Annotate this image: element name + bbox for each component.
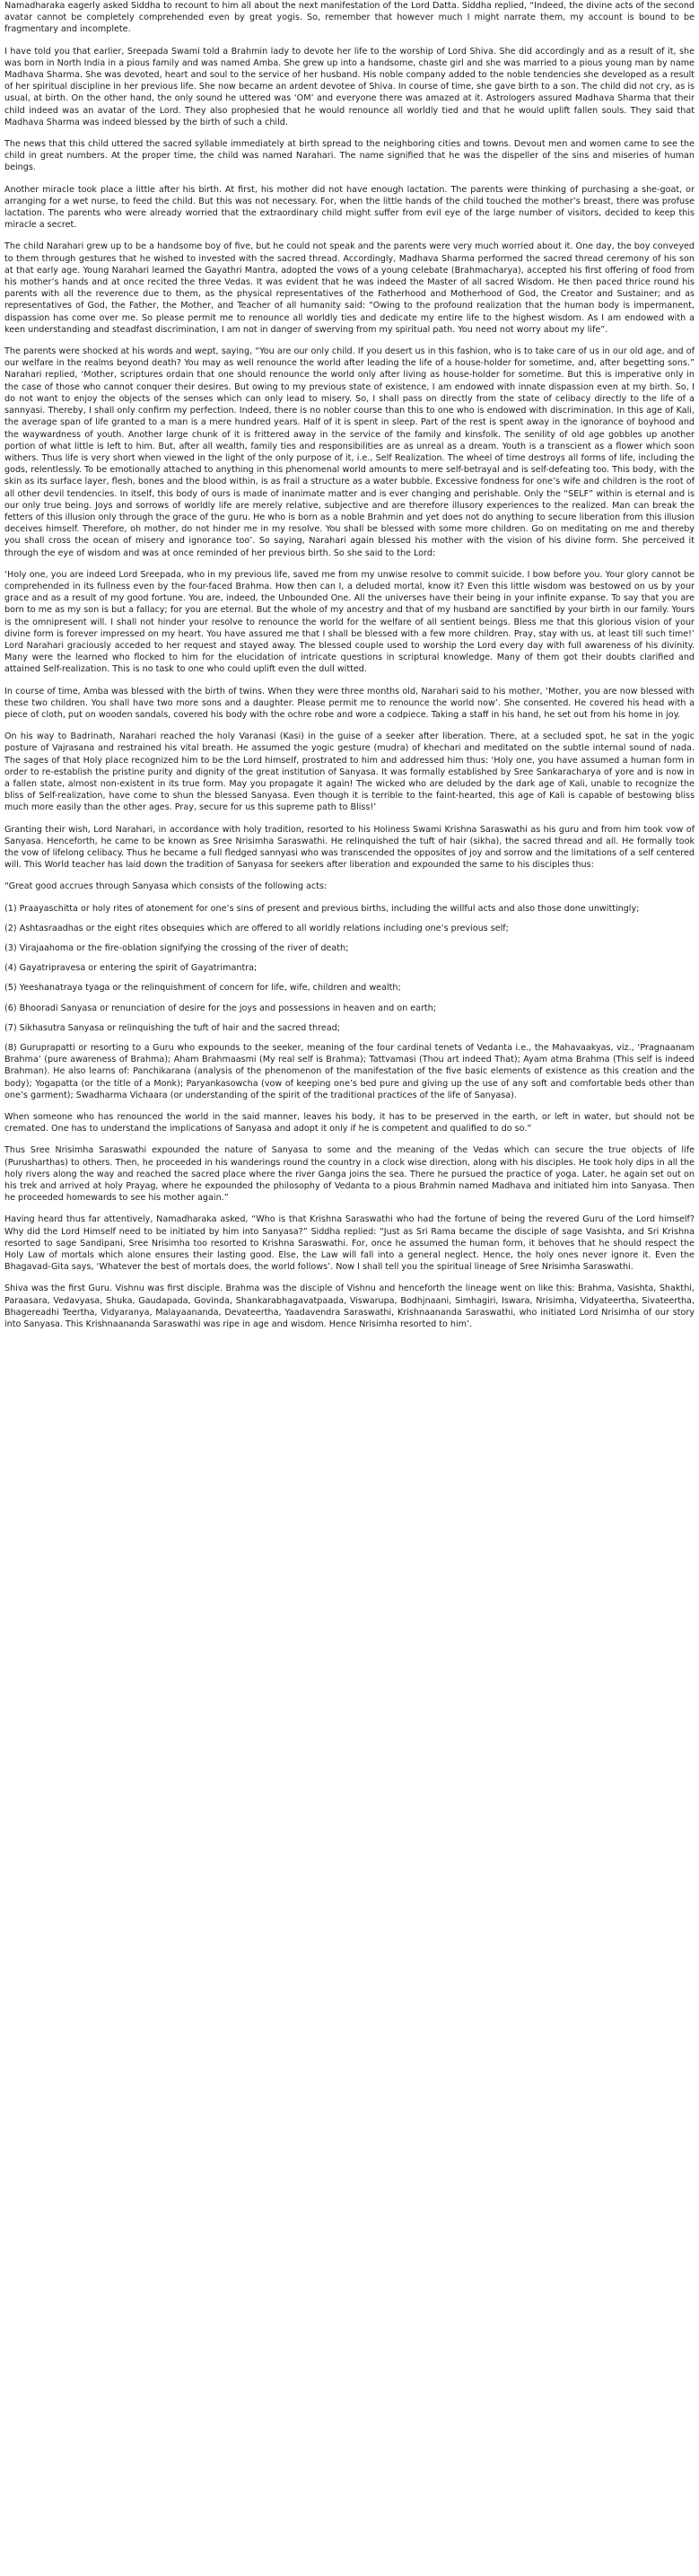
paragraph: Shiva was the first Guru. Vishnu was first disciple. Brahma was the disciple of Vishnu and henceforth the lineage went on like this: Brahma, Vasishta, Shakthi, Paraasara, Vedavyasa, Shuka, Gaudapada, Govinda, Shankarabhagavatpaada, Viswarupa, Bodhjnaani, Simhagiri, Iswara, Nrisimha, Vidyateertha, Sivateertha, Bhagereadhi Teertha, Vidyaranya, Malayaananda, Devateertha, Yaadavendra Saraswathi, Krishnaananda Saraswathi, who initiated Lord Nrisimha of our story into Sanyasa. This Krishnaananda Saraswathi was ripe in age and wisdom. Hence Nrisimha resorted to him’. bbox=[4, 1284, 695, 1330]
paragraph: When someone who has renounced the world in the said manner, leaves his body, it has to be preserved in the earth, or left in water, but should not be cremated. One has to understand the implications of Sanyasa and adopt it only if he is competent and qualified to do so.” bbox=[4, 1112, 695, 1135]
paragraph: The child Narahari grew up to be a handsome boy of five, but he could not speak and the parents were very much worried about it. One day, the boy conveyed to them through gestures that he wished to invested with the sacred thread. Accordingly, Madhava Sharma performed the sacred thread ceremony of his son at that early age. Young Narahari learned the Gayathri Mantra, adopted the vows of a young celebate (Brahmacharya), accepted his first offering of food from his mother’s hands and at once recited the three Vedas. It was evident that he was indeed the Master of all sacred Wisdom. He then paced thrice round his parents with all the reverence due to them, as the physical representatives of the Fatherhood and Motherhood of God, the Creator and Sustainer; and as representatives of God, the Father, the Mother, and Teacher of all humanity said: “Owing to the profound realization that the human body is impermanent, dispassion has come over me. So please permit me to renounce all worldly ties and dedicate my entire life to the highest wisdom. As I am endowed with a keen understanding and steadfast discrimination, I am not in danger of swerving from my spiritual path. You need not worry about my life”. bbox=[4, 241, 695, 335]
paragraph: The news that this child uttered the sacred syllable immediately at birth spread to the neighboring cities and towns. Devout men and women came to see the child in great numbers. At the proper time, the child was named Narahari. The name signified that he was the dispeller of the sins and miseries of human beings. bbox=[4, 139, 695, 173]
list-item: (3) Virajaahoma or the fire-oblation signifying the crossing of the river of death; bbox=[4, 943, 349, 954]
paragraph: ‘Holy one, you are indeed Lord Sreepada, who in my previous life, saved me from my unwise resolve to commit suicide. I bow before you. Your glory cannot be comprehended in its fullness even by the four-faced Brahma. How then can I, a deluded mortal, know it? Even this little wisdom was bestowed on us by your grace and as a result of my good fortune. You are, indeed, the Unbounded One. All the universes have their being in your infinite expanse. To say that you are born to me as my son is but a fallacy; for you are eternal. But the whole of my ancestry and that of my husband are sanctified by your birth in our family. Yours is the omnipresent will. I shall not hinder your resolve to renounce the world for the welfare of all sentient beings. Bless me that this glorious vision of your divine form is forever impressed on my heart. You have assured me that I shall be blessed with a few more children. Pray, stay with us, at least till such time!’ Lord Narahari graciously acceded to her request and stayed away. The blessed couple used to worship the Lord every day with full awareness of his divinity. Many were the learned who flocked to him for the elucidation of intricate questions in scriptural knowledge. Many of them got their doubts clarified and attained Self-realization. This is no task to one who could uplift even the dull witted. bbox=[4, 569, 695, 675]
paragraph: On his way to Badrinath, Narahari reached the holy Varanasi (Kasi) in the guise of a seeker after liberation. There, at a secluded spot, he sat in the yogic posture of Vajrasana and restrained his vital breath. He assumed the yogic gesture (mudra) of khechari and meditated on the subtle internal sound of nada. The sages of that Holy place recognized him to be the Lord himself, prostrated to him and addressed him thus: ‘Holy one, you have assumed a human form in order to re-establish the pristine purity and dignity of the great institution of Sanyasa. It was formally established by Sree Sankaracharya of yore and is now in a fallen state, almost non-existent in its true form. May you propagate it again! The wicked who are deluded by the dark age of Kali, unable to recognize the bliss of Self-realization, have come to shun the blessed Sanyasa. Even though it is terrible to the faint-hearted, this age of Kali is capable of bestowing bliss much more easily than the other ages. Pray, secure for us this supreme path to Bliss!’ bbox=[4, 732, 695, 813]
list-item: (2) Ashtasraadhas or the eight rites obsequies which are offered to all worldly relations including one’s previous self; bbox=[4, 923, 509, 933]
paragraph: I have told you that earlier, Sreepada Swami told a Brahmin lady to devote her life to the worship of Lord Shiva. She did accordingly and as a result of it, she was born in North India in a pious family and was named Amba. She grew up into a handsome, chaste girl and she was married to a pious young man by name Madhava Sharma. She was devoted, heart and soul to the service of her husband. His noble company added to the noble tendencies she developed as a result of her spiritual discipline in her previous life. She now became an ardent devotee of Shiva. In course of time, she gave birth to a son. The child did not cry, as is usual, at birth. On the other hand, the only sound he uttered was ‘OM’ and everyone there was amazed at it. Astrologers assured Madhava Sharma that their child indeed was an avatar of the Lord. They also prophesied that he would renounce all worldly tied and that he would uplift fallen souls. They said that Madhava Sharma was indeed blessed by the birth of such a child. bbox=[4, 46, 695, 127]
paragraph: Granting their wish, Lord Narahari, in accordance with holy tradition, resorted to his Holiness Swami Krishna Saraswathi as his guru and from him took vow of Sanyasa. Henceforth, he came to be known as Sree Nrisimha Saraswathi. He relinquished the tuft of hair (sikha), the sacred thread and all. He formally took the vow of lifelong celibacy. Thus he became a full fledged sannyasi who was transcended the opposites of joy and sorrow and the limitations of a self centered will. This World teacher has laid down the tradition of Sanyasa for seekers after liberation and expounded the same to his disciples thus: bbox=[4, 824, 695, 871]
list-item: (6) Bhooradi Sanyasa or renunciation of desire for the joys and possessions in heaven and on earth; bbox=[4, 1003, 437, 1013]
list-item: (5) Yeeshanatraya tyaga or the relinquishment of concern for life, wife, children and wealth; bbox=[4, 983, 401, 994]
paragraph: Namadharaka eagerly asked Siddha to recount to him all about the next manifestation of the Lord Datta. Siddha replied, “Indeed, the divine acts of the second avatar cannot be completely comprehended even by great yogis. So, remember that however much I might narrate them, my account is bound to be fragmentary and incomplete. bbox=[4, 1, 695, 35]
paragraph: The parents were shocked at his words and wept, saying, “You are our only child. If you desert us in this fashion, who is to take care of us in our old age, and of our welfare in the realms beyond death? You may as well renounce the world after leading the life of a house-holder for sometime, and, after begetting sons.” Narahari replied, ‘Mother, scriptures ordain that one should renounce the world only after living as house-holder for sometime. But this is imperative only in the case of those who cannot conquer their desires. But owing to my previous state of existence, I am endowed with innate dispassion even at my birth. So, I do not want to enjoy the objects of the senses which can only lead to misery. So, I shall pass on directly from the state of celibacy directly to the life of a sannyasi. Thereby, I shall only confirm my perfection. Indeed, there is no nobler course than this to one who is endowed with discrimination. In this age of Kali, the average span of life granted to a man is a mere hundred years. Half of it is spent in sleep. Part of the rest is spent away in the ignorance of boyhood and the waywardness of youth. Another large chunk of it is frittered away in the service of the family and kinsfolk. The senility of old age gobbles up another portion of what little is left to him. But, after all wealth, family ties and responsibilities are as unreal as a dream. Youth is a transcient as a flower which soon withers. Thus life is very short when viewed in the light of the only purpose of it, i.e., Self Realization. The wheel of time destroys all forms of life, including the gods, relentlessly. To be emotionally attached to anything in this phenomenal world amounts to mere self-betrayal and is self-defeating too. This body, with the skin as its surface layer, flesh, bones and the blood within, is as frail a structure as a water bubble. Excessive fondness for one’s wife and children is the root of all other devil tendencies. In itself, this body of ours is made of inanimate matter and is ever changing and perishable. Only the “SELF” within is eternal and is our only true being. Joys and sorrows of worldly life are merely relative, subjective and are therefore illusory experiences to the realized. Man can break the fetters of this illusion only through the grace of the guru. He who is born as a noble Brahmin and yet does not do anything to secure liberation from this illusion deceives himself. Therefore, oh mother, do not hinder me in my resolve. You shall be blessed with some more children. Go on meditating on me and thereby you shall cross the ocean of misery and ignorance too’. So saying, Narahari again blessed his mother with the vision of his divine form. She perceived it through the eye of wisdom and was at once reminded of her previous birth. So she said to the Lord: bbox=[4, 346, 695, 558]
list-item: (1) Praayaschitta or holy rites of atonement for one’s sins of present and previous births, including the willful acts and also those done unwittingly; bbox=[4, 903, 640, 914]
paragraph: In course of time, Amba was blessed with the birth of twins. When they were three months old, Narahari said to his mother, ‘Mother, you are now blessed with these two children. You shall have two more sons and a daughter. Please permit me to renounce the world now’. She consented. He covered his head with a piece of cloth, put on wooden sandals, covered his body with the ochre robe and wore a codpiece. Taking a staff in his hand, he set out from his home in joy. bbox=[4, 686, 695, 720]
paragraph: Thus Sree Nrisimha Saraswathi expounded the nature of Sanyasa to some and the meaning of the Vedas which can secure the true objects of life (Purusharthas) to others. Then, he proceeded in his wanderings round the country in a clock wise direction, along with his disciples. He took holy dips in all the holy rivers along the way and reached the sacred place where the river Ganga joins the sea. There he pursued the practice of yoga. Later, he again set out on his trek and arrived at holy Prayag, where he expounded the philosophy of Vedanta to a pious Brahmin named Madhava and initiated him into Sanyasa. Then he proceeded homewards to see his mother again.” bbox=[4, 1145, 695, 1204]
list-item: (8) Guruprapatti or resorting to a Guru who expounds to the seeker, meaning of the four cardinal tenets of Vedanta i.e., the Mahavaakyas, viz., ‘Pragnaanam Brahma’ (pure awareness of Brahma); Aham Brahmaasmi (My real self is Brahma); Tattvamasi (Thou art indeed That); Ayam atma Brahma (This self is indeed Brahman). He also learns of: Panchikarana (analysis of the phenomenon of the manifestation of the five basic elements of existence as this creation and the body); Yogapatta (or the title of a Monk); Paryankasowcha (vow of keeping one’s bed pure and giving up the use of any soft and comfortable beds other than one’s garment); Swadharma Vichaara (or understanding of the spirit of the traditional practices of the life of Sanyasa). bbox=[4, 1043, 695, 1100]
paragraph: Having heard thus far attentively, Namadharaka asked, “Who is that Krishna Saraswathi who had the fortune of being the revered Guru of the Lord himself? Why did the Lord Himself need to be initiated by him into Sanyasa?” Siddha replied: “Just as Sri Rama became the disciple of sage Vasishta, and Sri Krishna resorted to sage Sandipani, Sree Nrisimha too resorted to Krishna Saraswathi. For, once he assumed the human form, it behoves that he should respect the Holy Law of mortals which alone ensures their lasting good. Else, the Law will fall into a general neglect. Hence, the holy ones never ignore it. Even the Bhagavad-Gita says, ‘Whatever the best of mortals does, the world follows’. Now I shall tell you the spiritual lineage of Sree Nrisimha Saraswathi. bbox=[4, 1214, 695, 1273]
list-item: (7) Sikhasutra Sanyasa or relinquishing the tuft of hair and the sacred thread; bbox=[4, 1022, 340, 1033]
list-item: (4) Gayatripravesa or entering the spirit of Gayatrimantra; bbox=[4, 963, 258, 974]
paragraph: Another miracle took place a little after his birth. At first, his mother did not have enough lactation. The parents were thinking of purchasing a she-goat, or arranging for a wet nurse, to feed the child. But this was not necessary. For, when the little hands of the child touched the mother’s breast, there was profuse lactation. The parents who were already worried that the extraordinary child might suffer from evil eye of the large number of visitors, decided to keep this miracle a secret. bbox=[4, 184, 695, 231]
paragraph: “Great good accrues through Sanyasa which consists of the following acts: bbox=[4, 881, 328, 892]
